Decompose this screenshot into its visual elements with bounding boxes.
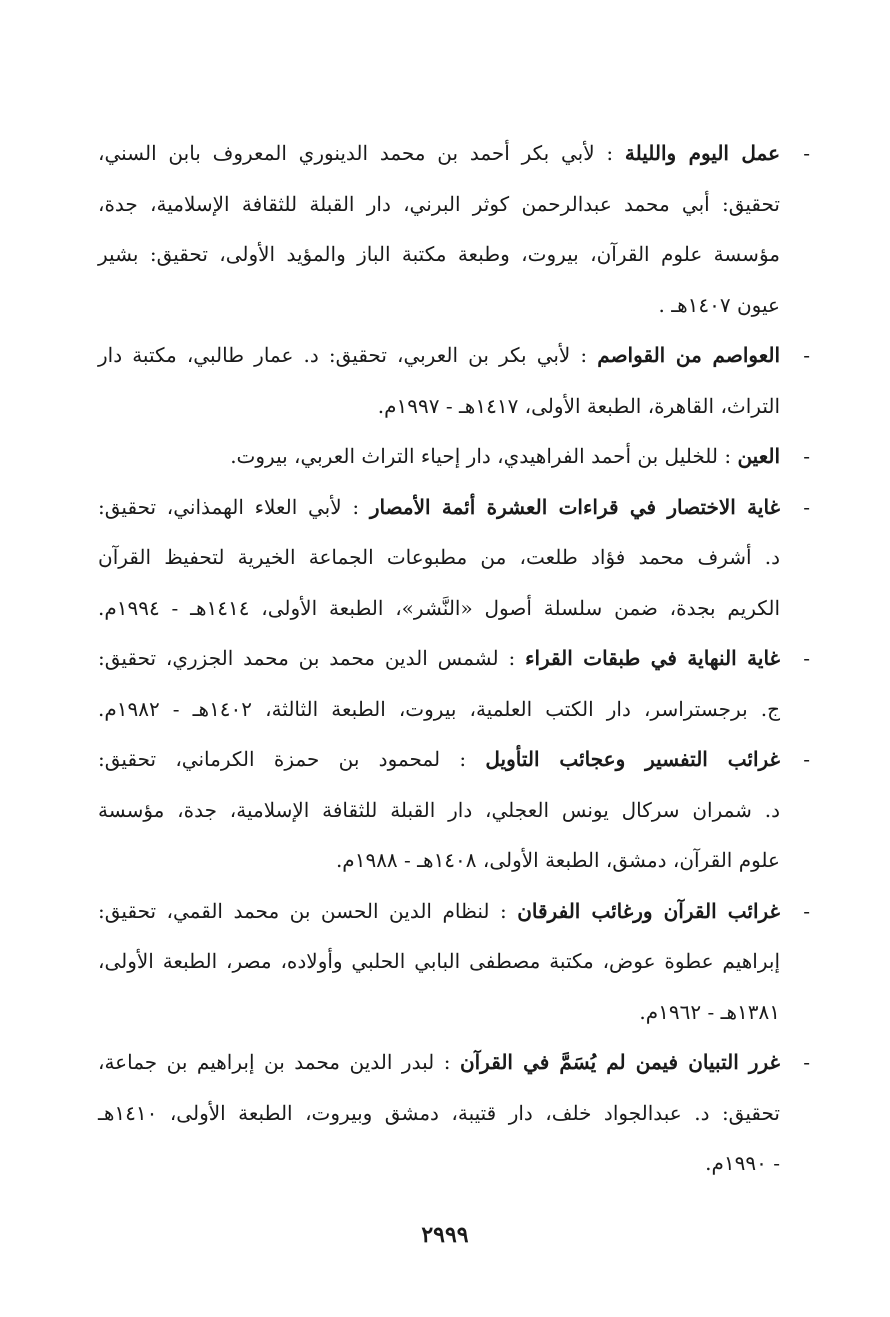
entry-dash: - [803, 1050, 810, 1074]
bibliography-entry [98, 886, 810, 1038]
entry-title: العواصم من القواصم [597, 343, 781, 367]
entry-text: : لنظام الدين الحسن بن محمد القمي، تحقيق: [98, 898, 507, 923]
entry-title: غرائب القرآن ورغائب الفرقان [517, 898, 781, 923]
bibliography-entry [98, 633, 810, 734]
entry-title: غرائب التفسير وعجائب التأويل [485, 747, 780, 771]
entry-line: د. شمران سركال يونس العجلي، دار القبلة للثقافة الإسلامية، جدة، مؤسسة [98, 797, 780, 822]
page-number: ٢٩٩٩ [421, 1222, 469, 1248]
bibliography-entry [98, 431, 810, 482]
entry-line: د. أشرف محمد فؤاد طلعت، من مطبوعات الجماعة الخيرية لتحفيظ القرآن [98, 545, 780, 569]
entry-text: : لمحمود بن حمزة الكرماني، تحقيق: [98, 747, 467, 771]
entry-text: : لشمس الدين محمد بن محمد الجزري، تحقيق: [98, 646, 516, 670]
entry-text: : لبدر الدين محمد بن إبراهيم بن جماعة، [98, 1050, 451, 1074]
entry-line: ج. برجستراسر، دار الكتب العلمية، بيروت، الطبعة الثالثة، ١٤٠٢هـ - ١٩٨٢م. [98, 696, 780, 721]
entry-text: : للخليل بن أحمد الفراهيدي، دار إحياء التراث العربي، بيروت. [230, 444, 732, 468]
entry-line: ١٣٨١هـ - ١٩٦٢م. [639, 999, 780, 1024]
entry-text: : لأبي بكر بن العربي، تحقيق: د. عمار طالبي، مكتبة دار [98, 343, 588, 367]
entry-line: إبراهيم عطوة عوض، مكتبة مصطفى البابي الحلبي وأولاده، مصر، الطبعة الأولى، [98, 949, 780, 973]
entry-dash: - [803, 646, 810, 670]
entry-line: علوم القرآن، دمشق، الطبعة الأولى، ١٤٠٨هـ - ١٩٨٨م. [335, 848, 780, 872]
entry-text: : لأبي العلاء الهمذاني، تحقيق: [98, 494, 360, 519]
entry-text: : لأبي بكر أحمد بن محمد الدينوري المعروف بابن السني، [98, 141, 614, 165]
entry-dash: - [803, 141, 810, 165]
bibliography-entry [98, 482, 810, 634]
entry-line: التراث، القاهرة، الطبعة الأولى، ١٤١٧هـ - ١٩٩٧م. [377, 393, 780, 418]
bibliography-entry [98, 734, 810, 886]
bibliography-entry [98, 1037, 810, 1189]
bibliography-entry [98, 330, 810, 431]
entry-line: مؤسسة علوم القرآن، بيروت، وطبعة مكتبة الباز والمؤيد الأولى، تحقيق: بشير [98, 242, 780, 266]
entry-title: العين [737, 444, 780, 468]
entry-line: تحقيق: أبي محمد عبدالرحمن كوثر البرني، دار القبلة للثقافة الإسلامية، جدة، [98, 191, 780, 216]
bibliography-list [98, 128, 810, 1189]
entry-dash: - [803, 343, 810, 367]
entry-dash: - [803, 494, 810, 519]
entry-line: الكريم بجدة، ضمن سلسلة أصول «النَّشر»، الطبعة الأولى، ١٤١٤هـ - ١٩٩٤م. [98, 595, 781, 620]
entry-title: غرر التبيان فيمن لم يُسَمَّ في القرآن [459, 1050, 781, 1074]
entry-line: عيون ١٤٠٧هـ . [658, 292, 780, 317]
entry-dash: - [803, 747, 810, 771]
bibliography-entry [98, 128, 810, 330]
entry-line: تحقيق: د. عبدالجواد خلف، دار قتيبة، دمشق وبيروت، الطبعة الأولى، ١٤١٠هـ [98, 1100, 780, 1125]
entry-title: غاية النهاية في طبقات القراء [525, 646, 781, 670]
entry-title: غاية الاختصار في قراءات العشرة أئمة الأمصار [369, 494, 781, 519]
entry-dash: - [803, 898, 810, 923]
entry-dash: - [803, 444, 810, 468]
entry-title: عمل اليوم والليلة [624, 141, 780, 165]
entry-line: - ١٩٩٠م. [705, 1151, 780, 1175]
